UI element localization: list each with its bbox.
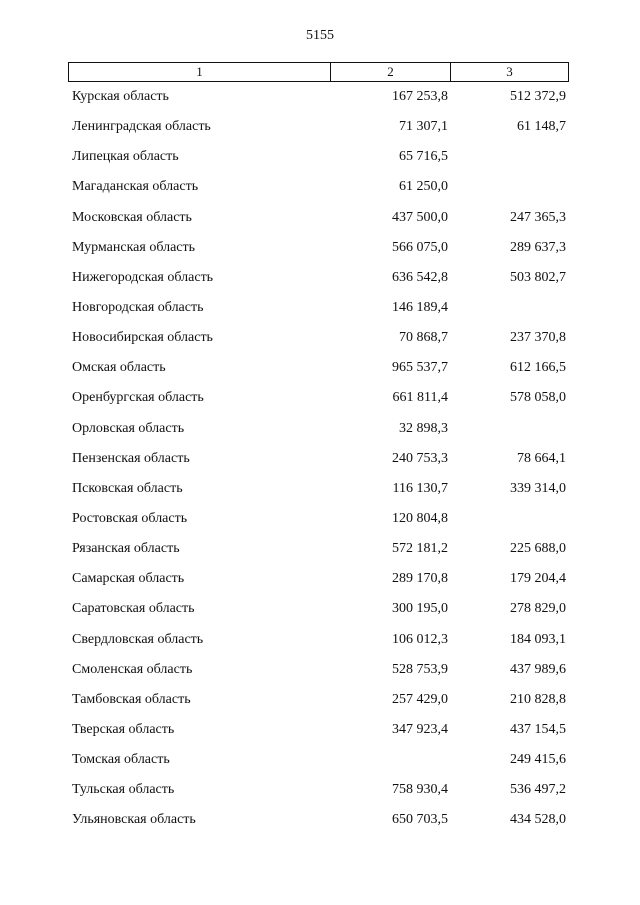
value-col-2: 120 804,8 <box>392 510 448 526</box>
value-col-3: 278 829,0 <box>510 601 566 617</box>
table-row <box>0 418 640 448</box>
region-name: Тверская область <box>72 721 175 737</box>
value-col-2: 650 703,5 <box>392 812 448 828</box>
table-row <box>0 689 640 719</box>
header-col-3: 3 <box>506 64 513 79</box>
value-col-2: 146 189,4 <box>392 299 448 315</box>
region-name: Томская область <box>72 752 170 768</box>
value-col-2: 528 753,9 <box>392 661 448 677</box>
table-row <box>0 207 640 237</box>
value-col-3: 578 058,0 <box>510 390 566 406</box>
value-col-3: 437 154,5 <box>510 721 566 737</box>
value-col-2: 661 811,4 <box>392 390 448 406</box>
table-row <box>0 176 640 206</box>
value-col-2: 167 253,8 <box>392 89 448 104</box>
value-col-2: 636 542,8 <box>392 269 448 285</box>
value-col-3: 249 415,6 <box>510 752 566 768</box>
value-col-3: 210 828,8 <box>510 691 566 707</box>
table-row <box>0 387 640 417</box>
value-col-3: 437 989,6 <box>510 661 566 677</box>
header-col-2: 2 <box>331 63 451 81</box>
value-col-3: 61 148,7 <box>517 119 566 135</box>
region-name: Магаданская область <box>72 179 199 195</box>
table-row <box>0 749 640 779</box>
region-name: Липецкая область <box>72 149 179 165</box>
region-name: Самарская область <box>72 571 185 587</box>
region-name: Омская область <box>72 360 166 376</box>
value-col-2: 965 537,7 <box>392 360 448 376</box>
value-col-2: 300 195,0 <box>392 601 448 617</box>
region-name: Московская область <box>72 209 192 225</box>
table-row <box>0 267 640 297</box>
table-row <box>0 327 640 357</box>
region-name: Ленинградская область <box>72 119 211 135</box>
table-row <box>0 629 640 659</box>
region-name: Тамбовская область <box>72 691 191 707</box>
table-row <box>0 448 640 478</box>
table-row <box>0 779 640 809</box>
table-row <box>0 809 640 839</box>
value-col-2: 240 753,3 <box>392 450 448 466</box>
table-row <box>0 568 640 598</box>
table-row <box>0 719 640 749</box>
value-col-2: 106 012,3 <box>392 631 448 647</box>
value-col-2: 61 250,0 <box>399 179 448 195</box>
value-col-2: 70 868,7 <box>399 330 448 346</box>
value-col-2: 566 075,0 <box>392 239 448 255</box>
region-name: Мурманская область <box>72 239 196 255</box>
value-col-3: 179 204,4 <box>510 571 566 587</box>
region-name: Пензенская область <box>72 450 190 466</box>
region-name: Ульяновская область <box>72 812 196 828</box>
table-header <box>68 62 569 82</box>
value-col-3: 503 802,7 <box>510 269 566 285</box>
value-col-3: 612 166,5 <box>510 360 566 376</box>
header-col-1: 1 <box>69 63 331 81</box>
table-row <box>0 357 640 387</box>
value-col-2: 572 181,2 <box>392 541 448 557</box>
table-row <box>0 116 640 146</box>
value-col-2: 758 930,4 <box>392 782 448 798</box>
value-col-2: 347 923,4 <box>392 721 448 737</box>
region-name: Ростовская область <box>72 510 188 526</box>
region-name: Оренбургская область <box>72 390 204 406</box>
value-col-3: 536 497,2 <box>510 782 566 798</box>
region-name: Рязанская область <box>72 541 180 557</box>
value-col-2: 289 170,8 <box>392 571 448 587</box>
region-name: Саратовская область <box>72 601 195 617</box>
value-col-2: 257 429,0 <box>392 691 448 707</box>
region-name: Курская область <box>72 89 169 104</box>
table-row <box>0 598 640 628</box>
value-col-2: 32 898,3 <box>399 420 448 436</box>
value-col-3: 184 093,1 <box>510 631 566 647</box>
region-name: Свердловская область <box>72 631 204 647</box>
region-name: Новгородская область <box>72 299 204 315</box>
table-row <box>0 538 640 568</box>
table-body <box>0 86 640 840</box>
region-name: Нижегородская область <box>72 269 214 285</box>
page-number: 5155 <box>306 28 334 43</box>
value-col-3: 78 664,1 <box>517 450 566 466</box>
table-row <box>0 659 640 689</box>
table-row <box>0 237 640 267</box>
region-name: Смоленская область <box>72 661 193 677</box>
table-row <box>0 508 640 538</box>
value-col-2: 116 130,7 <box>392 480 448 496</box>
value-col-3: 339 314,0 <box>510 480 566 496</box>
region-name: Орловская область <box>72 420 185 436</box>
table-row <box>0 297 640 327</box>
value-col-3: 512 372,9 <box>510 89 566 104</box>
table-row <box>0 478 640 508</box>
value-col-3: 225 688,0 <box>510 541 566 557</box>
table-row <box>0 146 640 176</box>
table-row <box>0 86 640 116</box>
value-col-3: 434 528,0 <box>510 812 566 828</box>
value-col-3: 247 365,3 <box>510 209 566 225</box>
region-name: Новосибирская область <box>72 330 213 346</box>
region-name: Псковская область <box>72 480 183 496</box>
value-col-3: 289 637,3 <box>510 239 566 255</box>
region-name: Тульская область <box>72 782 175 798</box>
value-col-2: 437 500,0 <box>392 209 448 225</box>
value-col-3: 237 370,8 <box>510 330 566 346</box>
value-col-2: 65 716,5 <box>399 149 448 165</box>
value-col-2: 71 307,1 <box>399 119 448 135</box>
